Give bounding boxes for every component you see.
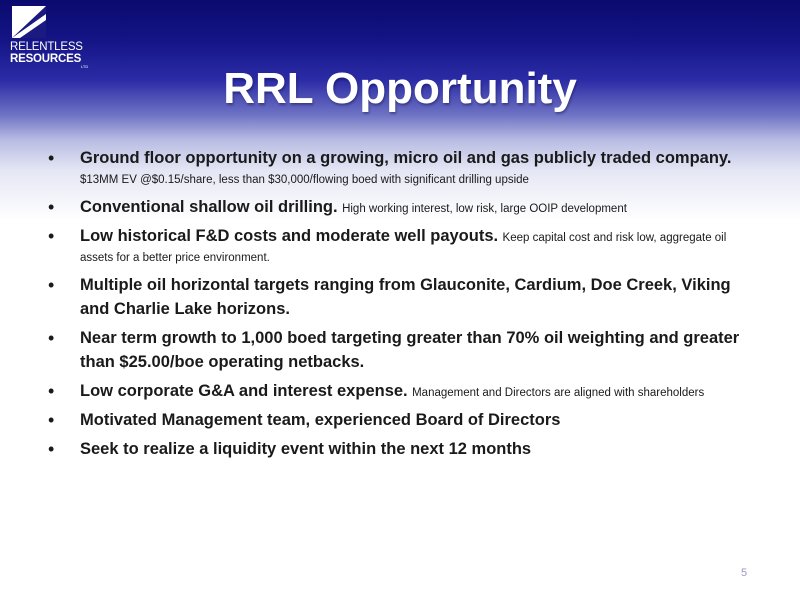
bullet-heading: Motivated Management team, experienced Board of Directors bbox=[80, 411, 561, 429]
bullet-detail: $13MM EV @$0.15/share, less than $30,000/flowing boed with significant drilling upside bbox=[80, 174, 529, 186]
bullet-dot-icon: • bbox=[48, 381, 55, 401]
bullet-heading: Ground floor opportunity on a growing, micro oil and gas publicly traded company. bbox=[80, 149, 732, 167]
logo-mark-icon bbox=[12, 6, 46, 38]
bullet-detail: Keep capital cost and risk low, aggregate oil assets for a better price environment. bbox=[80, 232, 727, 264]
bullet-list bbox=[48, 146, 748, 466]
company-logo bbox=[4, 6, 90, 70]
bullet-detail: Management and Directors are aligned with shareholders bbox=[412, 387, 705, 399]
bullet-item bbox=[48, 326, 748, 374]
logo-text-resources: RESOURCES bbox=[10, 53, 82, 65]
bullet-dot-icon: • bbox=[48, 410, 55, 430]
logo-text-ltd: LTD bbox=[81, 64, 89, 69]
slide-title: RRL Opportunity bbox=[223, 64, 577, 113]
page-number: 5 bbox=[741, 567, 748, 579]
bullet-dot-icon: • bbox=[48, 439, 55, 459]
bullet-item bbox=[48, 273, 748, 321]
bullet-heading: Multiple oil horizontal targets ranging from Glauconite, Cardium, Doe Creek, Viking and Charlie Lake horizons. bbox=[80, 276, 731, 318]
bullet-item bbox=[48, 224, 748, 268]
bullet-detail: High working interest, low risk, large OOIP development bbox=[342, 203, 627, 215]
bullet-heading: Low corporate G&A and interest expense. bbox=[80, 382, 408, 400]
bullet-item bbox=[48, 379, 748, 403]
bullet-item bbox=[48, 408, 748, 432]
bullet-heading: Low historical F&D costs and moderate well payouts. bbox=[80, 227, 499, 245]
bullet-dot-icon: • bbox=[48, 328, 55, 348]
bullet-dot-icon: • bbox=[48, 148, 55, 168]
logo-text-relentless: RELENTLESS bbox=[10, 41, 83, 53]
bullet-dot-icon: • bbox=[48, 275, 55, 295]
bullet-item bbox=[48, 437, 748, 461]
bullet-dot-icon: • bbox=[48, 197, 55, 217]
bullet-dot-icon: • bbox=[48, 226, 55, 246]
bullet-heading: Seek to realize a liquidity event within the next 12 months bbox=[80, 440, 532, 458]
bullet-heading: Near term growth to 1,000 boed targeting greater than 70% oil weighting and greater than $25.00/boe operating netbacks. bbox=[80, 329, 740, 371]
bullet-item bbox=[48, 195, 748, 219]
bullet-heading: Conventional shallow oil drilling. bbox=[80, 198, 338, 216]
bullet-item bbox=[48, 146, 748, 190]
